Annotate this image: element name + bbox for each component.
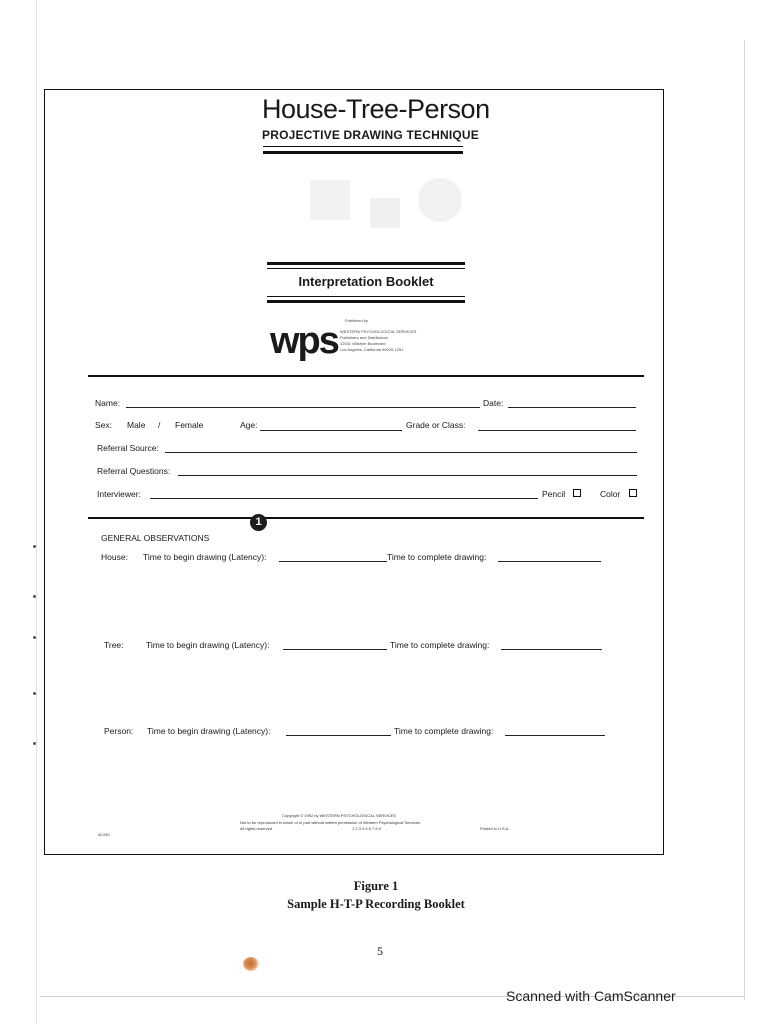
name-field[interactable] [126, 407, 480, 408]
binder-hole-mark [33, 595, 36, 598]
publisher-line: 12031 Wilshire Boulevard [340, 341, 386, 346]
binder-hole-mark [33, 742, 36, 745]
age-label: Age: [240, 420, 258, 430]
section-number-badge: 1 [250, 514, 267, 531]
house-latency-label: Time to begin drawing (Latency): [143, 552, 267, 562]
rights-reserved: All rights reserved. [240, 826, 274, 831]
title-rule-thick [263, 151, 463, 154]
age-field[interactable] [260, 430, 402, 431]
referral-source-field[interactable] [165, 452, 637, 453]
interviewer-label: Interviewer: [97, 489, 141, 499]
publisher-line: Publishers and Distributors [340, 335, 388, 340]
tree-complete-field[interactable] [501, 649, 602, 650]
house-latency-field[interactable] [279, 561, 387, 562]
printed-in-usa: Printed in U.S.A. [480, 826, 510, 831]
banner-rule-bottom [267, 300, 465, 303]
title-rule-thin [263, 146, 463, 147]
printing-sequence: 1 2 3 4 5 6 7 8 9 [352, 826, 381, 831]
sex-separator: / [158, 420, 161, 430]
faded-cover-art [300, 168, 470, 238]
grade-label: Grade or Class: [406, 420, 466, 430]
wps-logo: wps [270, 320, 338, 362]
published-by-label: Published by [345, 318, 368, 323]
house-label: House: [101, 552, 128, 562]
tree-label: Tree: [104, 640, 124, 650]
date-label: Date: [483, 398, 504, 408]
page-edge-right [744, 40, 745, 1000]
binder-hole-mark [33, 636, 36, 639]
binder-hole-mark [33, 545, 36, 548]
person-latency-label: Time to begin drawing (Latency): [147, 726, 271, 736]
sex-option-male[interactable]: Male [127, 420, 146, 430]
general-observations-heading: GENERAL OBSERVATIONS [101, 533, 210, 543]
tree-complete-label: Time to complete drawing: [390, 640, 490, 650]
camscanner-watermark: Scanned with CamScanner [506, 988, 676, 1004]
color-checkbox[interactable] [629, 489, 637, 497]
referral-questions-field[interactable] [178, 475, 637, 476]
page-edge-left [36, 0, 37, 1024]
color-label: Color [600, 489, 621, 499]
person-complete-label: Time to complete drawing: [394, 726, 494, 736]
banner-rule-bottom-thin [267, 296, 465, 297]
booklet-subtitle: PROJECTIVE DRAWING TECHNIQUE [262, 128, 479, 142]
person-complete-field[interactable] [505, 735, 605, 736]
figure-title: Figure 1 [353, 879, 399, 893]
sex-option-female[interactable]: Female [175, 420, 204, 430]
house-complete-field[interactable] [498, 561, 601, 562]
publisher-line: Los Angeles, California 90025-1251 [340, 347, 404, 352]
referral-source-label: Referral Source: [97, 443, 159, 453]
binder-hole-mark [33, 692, 36, 695]
tree-latency-field[interactable] [283, 649, 387, 650]
booklet-title: House-Tree-Person [262, 94, 490, 124]
page-number: 5 [377, 944, 383, 958]
date-field[interactable] [508, 407, 636, 408]
interviewer-field[interactable] [150, 498, 538, 499]
banner-rule-top-thin [267, 268, 465, 269]
reproduction-notice: Not to be reproduced in whole or in part without written permission of Western Psychological Services. [240, 820, 421, 825]
person-label: Person: [104, 726, 134, 736]
referral-questions-label: Referral Questions: [97, 466, 171, 476]
person-latency-field[interactable] [286, 735, 391, 736]
tree-latency-label: Time to begin drawing (Latency): [146, 640, 270, 650]
paper-stain [243, 957, 259, 971]
house-complete-label: Time to complete drawing: [387, 552, 487, 562]
pencil-label: Pencil [542, 489, 566, 499]
figure-caption: Sample H-T-P Recording Booklet [287, 897, 465, 911]
pencil-checkbox[interactable] [573, 489, 581, 497]
sex-label: Sex: [95, 420, 113, 430]
form-code: W-282 [98, 832, 110, 837]
publisher-line: WESTERN PSYCHOLOGICAL SERVICES [340, 329, 417, 334]
interpretation-booklet-heading: Interpretation Booklet [298, 274, 434, 289]
banner-rule-top [267, 262, 465, 265]
copyright-line: Copyright © 1992 by WESTERN PSYCHOLOGICAL SERVICES [282, 813, 397, 818]
grade-field[interactable] [478, 430, 636, 431]
name-label: Name: [95, 398, 121, 408]
